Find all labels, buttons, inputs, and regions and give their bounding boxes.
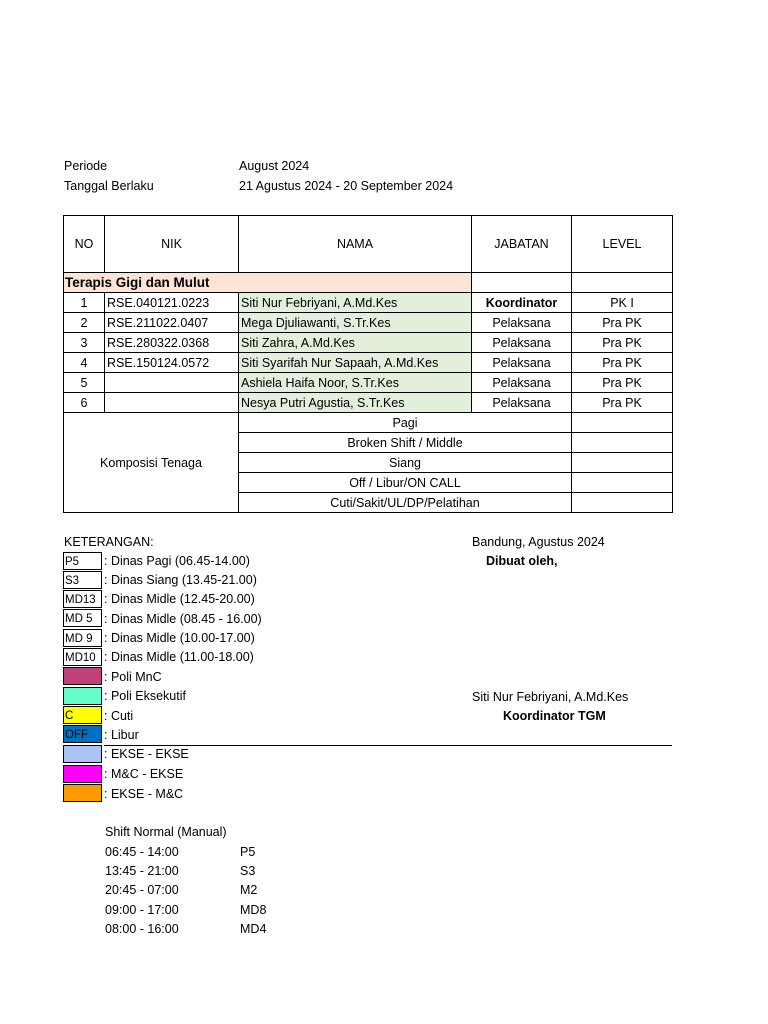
periode-value: August 2024 xyxy=(239,159,310,173)
table-row xyxy=(64,313,673,333)
shift-time: 08:00 - 16:00 xyxy=(105,922,179,936)
legend-desc: : EKSE - M&C xyxy=(104,787,184,801)
row-jabatan: Pelaksana xyxy=(472,333,572,353)
shift-time: 20:45 - 07:00 xyxy=(105,883,179,897)
row-no: 3 xyxy=(64,333,105,353)
row-no: 5 xyxy=(64,373,105,393)
legend-desc: : Dinas Midle (08.45 - 16.00) xyxy=(104,612,262,626)
table-row xyxy=(64,373,673,393)
legend-color-box xyxy=(63,784,102,802)
row-level: Pra PK xyxy=(572,333,673,353)
row-nama: Siti Nur Febriyani, A.Md.Kes xyxy=(239,293,472,313)
row-jabatan: Pelaksana xyxy=(472,393,572,413)
legend-desc: : Libur xyxy=(104,728,139,742)
legend-desc: : Cuti xyxy=(104,709,134,723)
row-nama: Ashiela Haifa Noor, S.Tr.Kes xyxy=(239,373,472,393)
legend-code-box: OFF xyxy=(63,725,102,743)
shift-code: MD8 xyxy=(240,903,267,917)
komposisi-value xyxy=(572,453,673,473)
komposisi-item: Pagi xyxy=(239,413,572,433)
legend-desc: : Dinas Midle (12.45-20.00) xyxy=(104,592,255,606)
legend-desc: : Dinas Siang (13.45-21.00) xyxy=(104,573,257,587)
tanggal-value: 21 Agustus 2024 - 20 September 2024 xyxy=(239,179,454,193)
row-no: 4 xyxy=(64,353,105,373)
row-nik: RSE.040121.0223 xyxy=(105,293,239,313)
komposisi-item: Broken Shift / Middle xyxy=(239,433,572,453)
table-row xyxy=(64,393,673,413)
legend-desc: : Poli MnC xyxy=(104,670,162,684)
row-level: PK I xyxy=(572,293,673,313)
shift-code: M2 xyxy=(240,883,258,897)
row-no: 1 xyxy=(64,293,105,313)
shift-code: MD4 xyxy=(240,922,267,936)
row-nik: RSE.280322.0368 xyxy=(105,333,239,353)
komposisi-value xyxy=(572,493,673,513)
row-nama: Mega Djuliawanti, S.Tr.Kes xyxy=(239,313,472,333)
komposisi-item: Cuti/Sakit/UL/DP/Pelatihan xyxy=(239,493,572,513)
komposisi-value xyxy=(572,433,673,453)
legend-color-box xyxy=(63,765,102,783)
staff-table xyxy=(63,215,673,513)
legend-desc: : M&C - EKSE xyxy=(104,767,184,781)
legend-desc: : Dinas Pagi (06.45-14.00) xyxy=(104,554,250,568)
section-empty-level xyxy=(572,273,673,293)
row-nama: Siti Syarifah Nur Sapaah, A.Md.Kes xyxy=(239,353,472,373)
komposisi-item: Off / Libur/ON CALL xyxy=(239,473,572,493)
table-row xyxy=(64,353,673,373)
row-level: Pra PK xyxy=(572,393,673,413)
signature-role: Koordinator TGM xyxy=(503,709,606,723)
komposisi-label: Komposisi Tenaga xyxy=(64,413,239,513)
table-row xyxy=(64,293,673,313)
legend-code-box: MD10 xyxy=(63,648,102,666)
komposisi-row xyxy=(64,413,673,433)
legend-code-box: S3 xyxy=(63,571,102,589)
column-header-jabatan: JABATAN xyxy=(472,216,572,273)
section-row xyxy=(64,273,673,293)
shift-time: 13:45 - 21:00 xyxy=(105,864,179,878)
table-header-row xyxy=(64,216,673,273)
legend-color-box xyxy=(63,667,102,685)
signature-made-by: Dibuat oleh, xyxy=(486,554,558,568)
row-jabatan: Pelaksana xyxy=(472,373,572,393)
row-nik: RSE.211022.0407 xyxy=(105,313,239,333)
legend-code-box: C xyxy=(63,706,102,724)
section-title: Terapis Gigi dan Mulut xyxy=(64,273,472,293)
legend-code-box: MD 9 xyxy=(63,629,102,647)
column-header-level: LEVEL xyxy=(572,216,673,273)
table-row xyxy=(64,333,673,353)
legend-desc: : Poli Eksekutif xyxy=(104,689,186,703)
row-nik xyxy=(105,373,239,393)
divider-line xyxy=(104,745,672,746)
periode-label: Periode xyxy=(64,159,108,173)
row-level: Pra PK xyxy=(572,313,673,333)
shift-time: 06:45 - 14:00 xyxy=(105,845,179,859)
row-no: 2 xyxy=(64,313,105,333)
legend-color-box xyxy=(63,687,102,705)
legend-code-box: MD 5 xyxy=(63,609,102,627)
signature-name: Siti Nur Febriyani, A.Md.Kes xyxy=(472,690,629,704)
legend-desc: : Dinas Midle (11.00-18.00) xyxy=(104,650,254,664)
komposisi-item: Siang xyxy=(239,453,572,473)
row-jabatan: Pelaksana xyxy=(472,353,572,373)
legend-code-box: P5 xyxy=(63,552,102,570)
column-header-no: NO xyxy=(64,216,105,273)
legend-desc: : Dinas Midle (10.00-17.00) xyxy=(104,631,255,645)
keterangan-title: KETERANGAN: xyxy=(64,535,154,549)
section-empty-jabatan xyxy=(472,273,572,293)
row-nik xyxy=(105,393,239,413)
row-level: Pra PK xyxy=(572,373,673,393)
column-header-nama: NAMA xyxy=(239,216,472,273)
shift-code: S3 xyxy=(240,864,256,878)
row-no: 6 xyxy=(64,393,105,413)
row-nama: Nesya Putri Agustia, S.Tr.Kes xyxy=(239,393,472,413)
shift-code: P5 xyxy=(240,845,256,859)
row-jabatan: Koordinator xyxy=(472,293,572,313)
komposisi-value xyxy=(572,413,673,433)
column-header-nik: NIK xyxy=(105,216,239,273)
shift-normal-title: Shift Normal (Manual) xyxy=(105,825,227,839)
legend-color-box xyxy=(63,745,102,763)
row-jabatan: Pelaksana xyxy=(472,313,572,333)
row-level: Pra PK xyxy=(572,353,673,373)
legend-desc: : EKSE - EKSE xyxy=(104,747,189,761)
signature-place-date: Bandung, Agustus 2024 xyxy=(472,535,605,549)
row-nik: RSE.150124.0572 xyxy=(105,353,239,373)
shift-time: 09:00 - 17:00 xyxy=(105,903,179,917)
tanggal-label: Tanggal Berlaku xyxy=(64,179,154,193)
legend-code-box: MD13 xyxy=(63,590,102,608)
row-nama: Siti Zahra, A.Md.Kes xyxy=(239,333,472,353)
komposisi-value xyxy=(572,473,673,493)
